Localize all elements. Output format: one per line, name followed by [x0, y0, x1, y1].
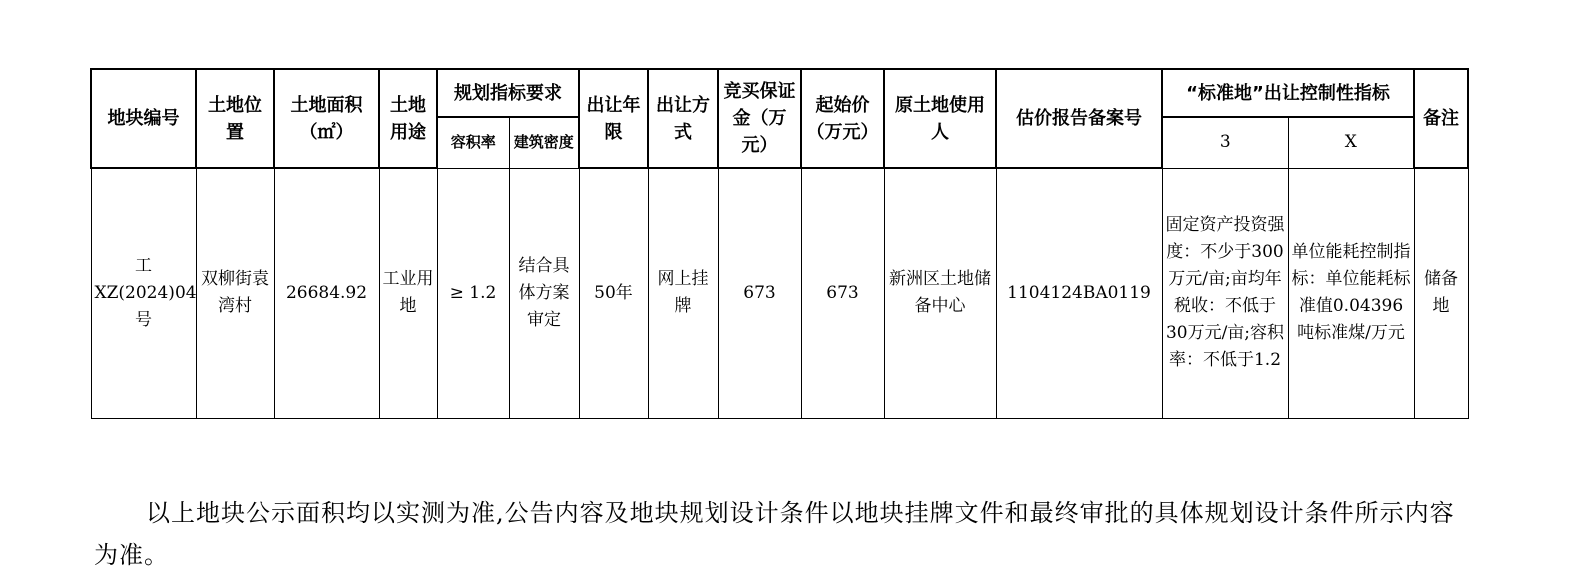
- cell-deposit: 673: [718, 168, 801, 418]
- header-report-no: 估价报告备案号: [996, 69, 1162, 168]
- header-control-3: 3: [1162, 117, 1288, 168]
- cell-area: 26684.92: [274, 168, 379, 418]
- cell-term: 50年: [579, 168, 648, 418]
- header-start-price: 起始价（万元）: [801, 69, 884, 168]
- header-plot-no: 地块编号: [91, 69, 196, 168]
- cell-control-x: 单位能耗控制指标：单位能耗标准值0.04396吨标准煤/万元: [1288, 168, 1414, 418]
- cell-density: 结合具体方案审定: [509, 168, 579, 418]
- header-term: 出让年限: [579, 69, 648, 168]
- cell-method: 网上挂牌: [648, 168, 718, 418]
- footnote-paragraph: 以上地块公示面积均以实测为准,公告内容及地块规划设计条件以地块挂牌文件和最终审批的具体规划设计条件所示内容为准。: [94, 499, 1455, 569]
- header-location: 土地位置: [196, 69, 274, 168]
- cell-location: 双柳街袁湾村: [196, 168, 274, 418]
- cell-plot-no: 工XZ(2024)04号: [91, 168, 196, 418]
- cell-far: ≥ 1.2: [437, 168, 509, 418]
- header-control-x: X: [1288, 117, 1414, 168]
- cell-remark: 储备地: [1414, 168, 1468, 418]
- header-area: 土地面积（㎡）: [274, 69, 379, 168]
- header-usage: 土地用途: [379, 69, 437, 168]
- header-planning-group: 规划指标要求: [437, 69, 579, 117]
- header-deposit: 竞买保证金（万元）: [718, 69, 801, 168]
- cell-report-no: 1104124BA0119: [996, 168, 1162, 418]
- table-row: [91, 168, 1468, 418]
- header-far: 容积率: [437, 117, 509, 168]
- header-remark: 备注: [1414, 69, 1468, 168]
- cell-control-3: 固定资产投资强度：不少于300万元/亩;亩均年税收：不低于30万元/亩;容积率：不低于1.2: [1162, 168, 1288, 418]
- cell-usage: 工业用地: [379, 168, 437, 418]
- header-original-user: 原土地使用人: [884, 69, 996, 168]
- header-density: 建筑密度: [509, 117, 579, 168]
- header-method: 出让方式: [648, 69, 718, 168]
- cell-original-user: 新洲区土地储备中心: [884, 168, 996, 418]
- header-control-group: “标准地”出让控制性指标: [1162, 69, 1414, 117]
- land-listing-table: [90, 68, 1469, 419]
- cell-start-price: 673: [801, 168, 884, 418]
